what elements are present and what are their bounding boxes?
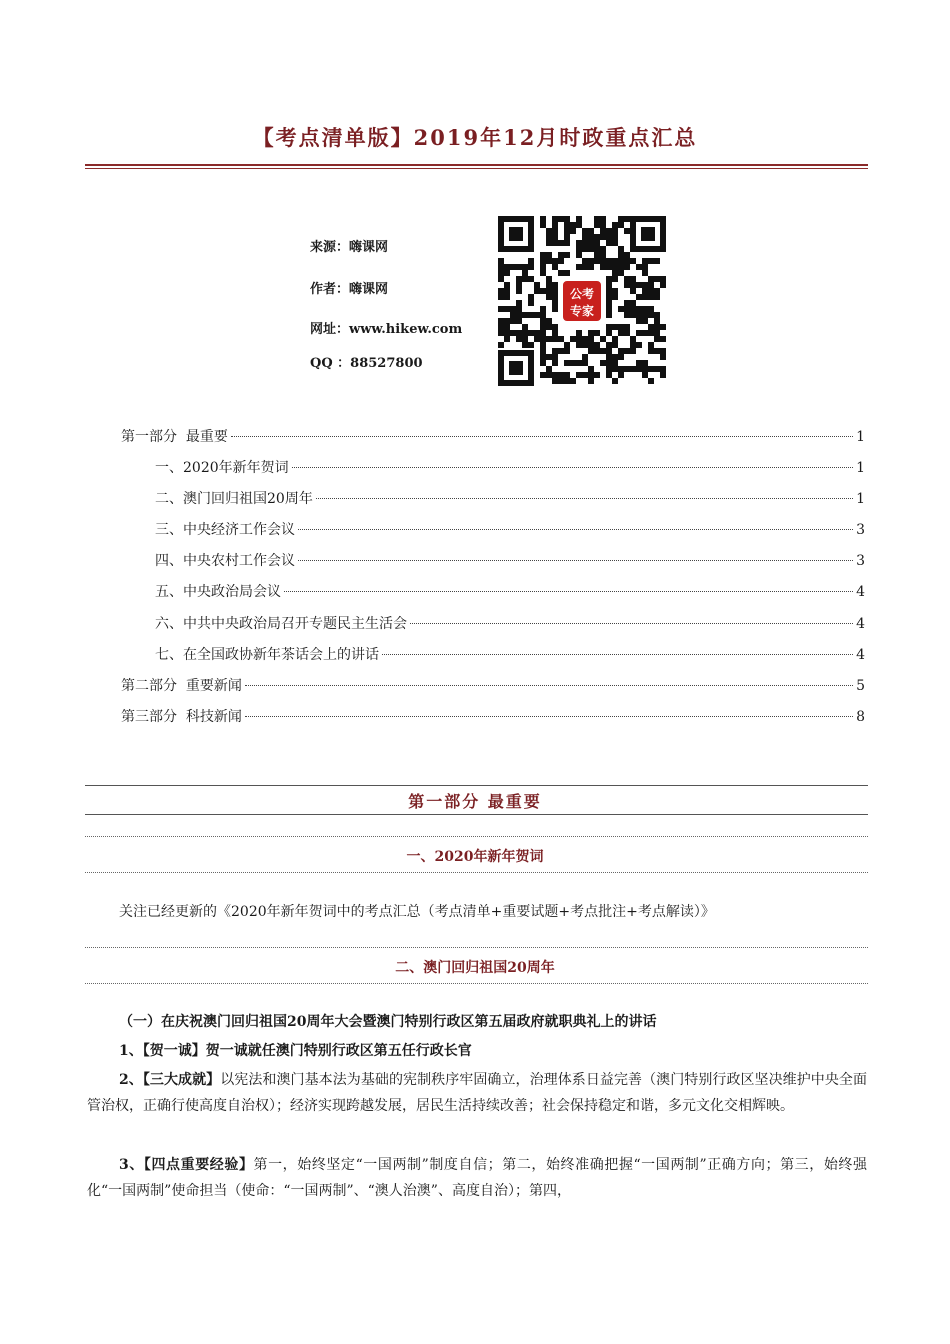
qr-badge-line1: 公考 bbox=[569, 287, 595, 301]
toc-label: 二、澳门回归祖国20周年 bbox=[155, 491, 313, 507]
toc-label: 第三部分 科技新闻 bbox=[121, 709, 242, 725]
toc-leader bbox=[284, 591, 853, 592]
toc-entry[interactable] bbox=[155, 519, 865, 541]
toc-entry[interactable] bbox=[121, 426, 865, 448]
toc-label: 四、中央农村工作会议 bbox=[155, 553, 295, 569]
qq-line: QQ ：88527800 bbox=[310, 356, 423, 371]
toc-label: 三、中央经济工作会议 bbox=[155, 522, 295, 538]
toc-entry[interactable] bbox=[121, 675, 865, 697]
toc-entry[interactable] bbox=[155, 550, 865, 572]
toc-leader bbox=[382, 654, 853, 655]
toc-page: 1 bbox=[856, 429, 865, 445]
website-line: 网址：www.hikew.com bbox=[310, 322, 463, 337]
qr-code-image bbox=[498, 216, 666, 386]
section-rule bbox=[85, 785, 868, 786]
item-lead: 3、【四点重要经验】 bbox=[119, 1157, 254, 1173]
section-rule bbox=[85, 872, 868, 873]
toc-entry[interactable] bbox=[155, 457, 865, 479]
section-heading: 二、澳门回归祖国20周年 bbox=[395, 960, 555, 976]
toc-entry[interactable] bbox=[155, 644, 865, 666]
section-rule bbox=[85, 947, 868, 948]
toc-leader bbox=[292, 467, 853, 468]
toc-leader bbox=[410, 623, 853, 624]
toc-page: 5 bbox=[856, 678, 865, 694]
part-heading: 第一部分 最重要 bbox=[408, 792, 542, 811]
list-item bbox=[87, 1067, 867, 1119]
toc-label: 第一部分 最重要 bbox=[121, 429, 228, 445]
source-line: 来源：嗨课网 bbox=[310, 240, 389, 255]
toc-entry[interactable] bbox=[155, 488, 865, 510]
toc-leader bbox=[316, 498, 853, 499]
toc-leader bbox=[298, 560, 853, 561]
toc-label: 六、中共中央政治局召开专题民主生活会 bbox=[155, 616, 407, 632]
toc-label: 七、在全国政协新年茶话会上的讲话 bbox=[155, 647, 379, 663]
toc-leader bbox=[245, 685, 853, 686]
toc-leader bbox=[231, 436, 853, 437]
toc-leader bbox=[298, 529, 853, 530]
toc-label: 一、2020年新年贺词 bbox=[155, 460, 289, 476]
toc-page: 1 bbox=[856, 491, 865, 507]
toc-label: 第二部分 重要新闻 bbox=[121, 678, 242, 694]
toc-page: 4 bbox=[856, 616, 865, 632]
item-text: 第一，始终坚定“一国两制”制度自信；第二，始终准确把握“一国两制”正确方向；第三，始终强化“一国两制”使命担当（使命：“一国两制”、“澳人治澳”、高度自治）；第四， bbox=[87, 1157, 867, 1199]
toc-entry[interactable] bbox=[121, 706, 865, 728]
section-heading: 一、2020年新年贺词 bbox=[406, 849, 544, 865]
toc-leader bbox=[245, 716, 853, 717]
section1-text: 关注已经更新的《2020年新年贺词中的考点汇总（考点清单+重要试题+考点批注+考点解读）》 bbox=[119, 904, 715, 920]
item-lead: 2、【三大成就】 bbox=[119, 1072, 221, 1088]
toc-page: 3 bbox=[856, 522, 865, 538]
toc-page: 4 bbox=[856, 584, 865, 600]
list-item bbox=[87, 1152, 867, 1204]
toc-label: 五、中央政治局会议 bbox=[155, 584, 281, 600]
qr-badge-line2: 专家 bbox=[569, 304, 595, 318]
toc-entry[interactable] bbox=[155, 613, 865, 635]
toc-page: 3 bbox=[856, 553, 865, 569]
toc-page: 1 bbox=[856, 460, 865, 476]
title-rule bbox=[85, 164, 868, 169]
toc-page: 4 bbox=[856, 647, 865, 663]
list-item: 1、【贺一诚】贺一诚就任澳门特别行政区第五任行政长官 bbox=[119, 1043, 472, 1059]
section-rule bbox=[85, 814, 868, 815]
toc-entry[interactable] bbox=[155, 581, 865, 603]
section-rule bbox=[85, 836, 868, 837]
page-title: 【考点清单版】2019年12月时政重点汇总 bbox=[252, 125, 698, 150]
item-text: 以宪法和澳门基本法为基础的宪制秩序牢固确立，治理体系日益完善（澳门特别行政区坚决维护中央全面管治权，正确行使高度自治权）；经济实现跨越发展，居民生活持续改善；社会保持稳定和谐，多元文化交相辉映。 bbox=[87, 1072, 867, 1114]
subsection-heading: （一）在庆祝澳门回归祖国20周年大会暨澳门特别行政区第五届政府就职典礼上的讲话 bbox=[119, 1014, 657, 1030]
section-rule bbox=[85, 983, 868, 984]
toc-page: 8 bbox=[856, 709, 865, 725]
author-line: 作者：嗨课网 bbox=[310, 282, 389, 297]
